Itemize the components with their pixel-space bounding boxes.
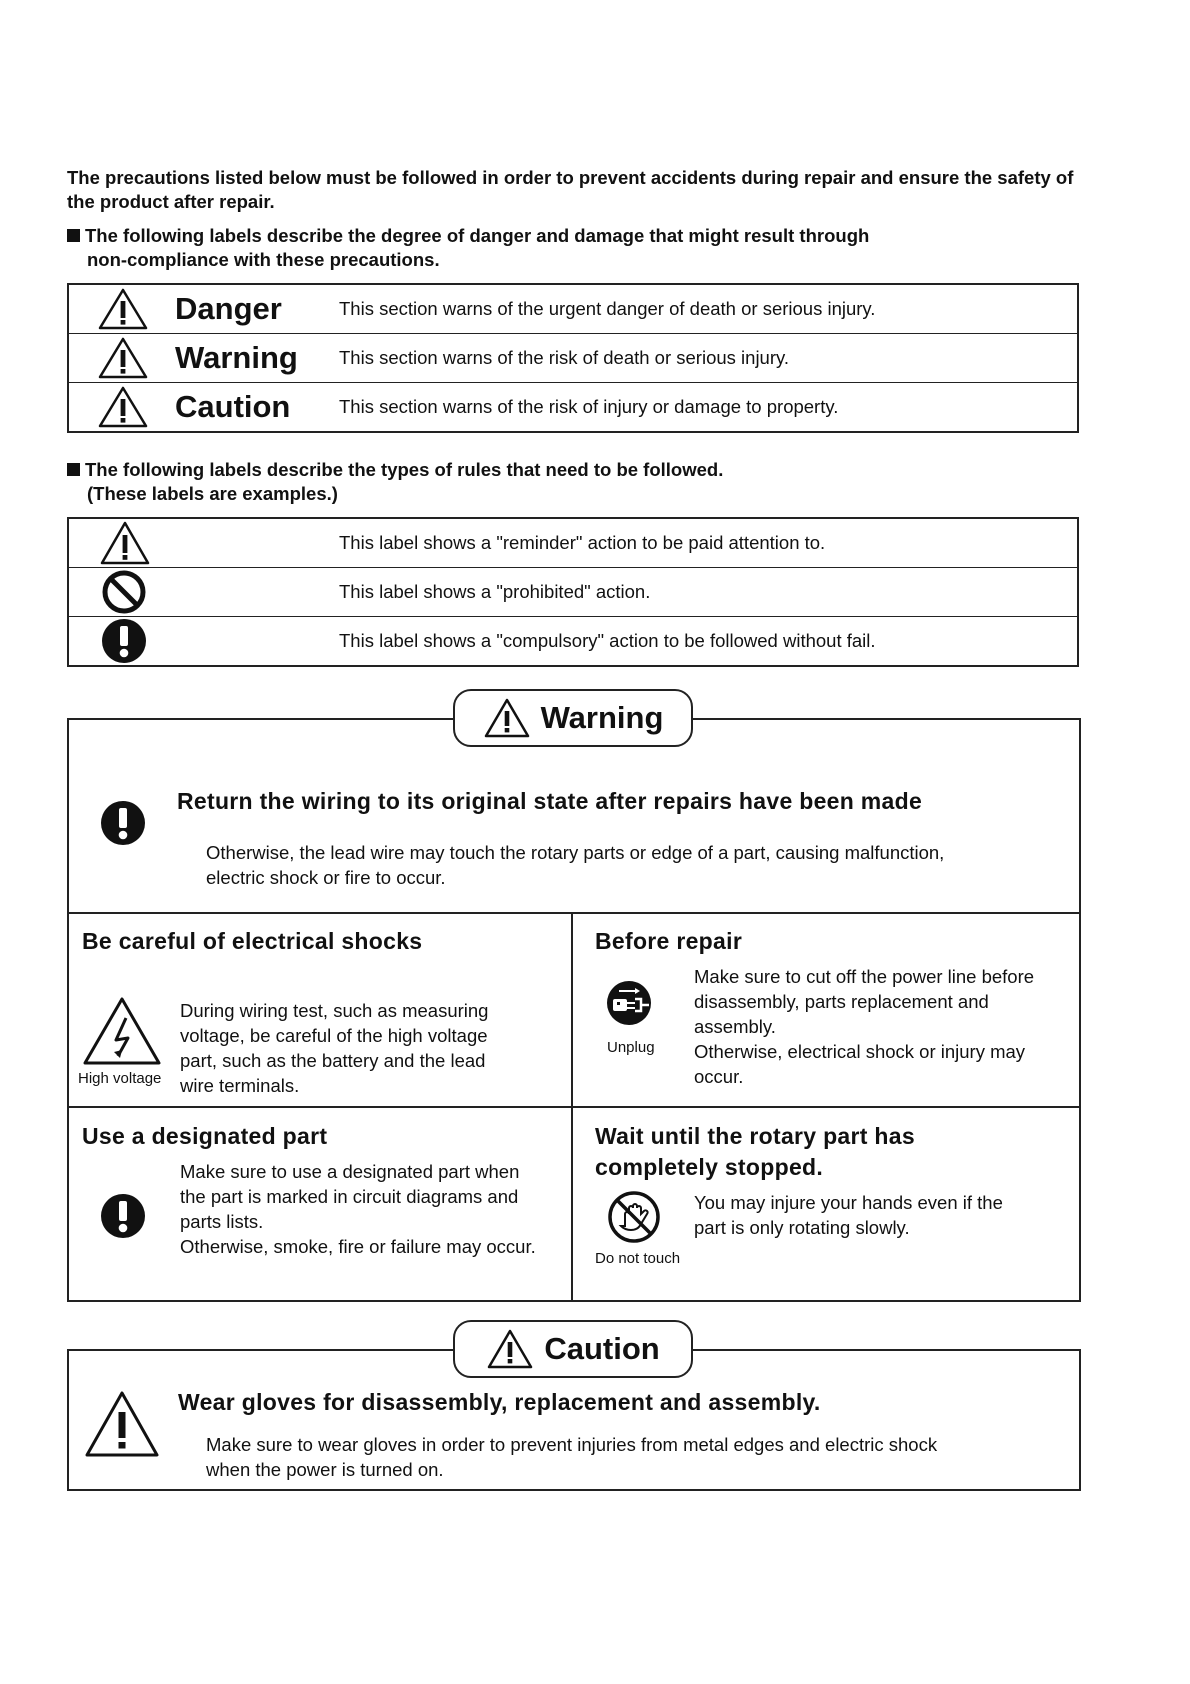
designated-part-text-line: Otherwise, smoke, fire or failure may occur.	[180, 1236, 536, 1257]
warning-triangle-icon	[486, 1328, 534, 1370]
level-name: Caution	[175, 389, 291, 424]
warning-triangle-icon	[97, 385, 149, 429]
level-name: Warning	[175, 340, 298, 375]
before-repair-text-line: occur.	[694, 1066, 744, 1087]
degree-heading	[67, 224, 1087, 272]
rules-row-prohibited	[68, 568, 1078, 617]
caution-triangle-icon	[84, 1390, 160, 1458]
unplug-icon	[605, 979, 653, 1027]
rules-table	[67, 517, 1079, 667]
level-description: This section warns of the risk of injury or damage to property.	[339, 396, 839, 417]
warning-triangle-icon	[97, 287, 149, 331]
before-repair-text-line: disassembly, parts replacement and	[694, 991, 989, 1012]
do-not-touch-caption: Do not touch	[595, 1250, 681, 1267]
warning-main-text-line1: Otherwise, the lead wire may touch the rotary parts or edge of a part, causing malfunction,	[206, 842, 945, 863]
electrical-text-line: voltage, be careful of the high voltage	[180, 1025, 488, 1046]
warning-triangle-icon	[97, 336, 149, 380]
degree-heading-line2: non-compliance with these precautions.	[87, 249, 440, 270]
before-repair-heading: Before repair	[595, 928, 743, 954]
caution-title-badge	[453, 1320, 693, 1378]
prohibited-circle-icon	[101, 569, 147, 615]
rules-heading-line2: (These labels are examples.)	[87, 483, 338, 504]
bullet-square-icon	[67, 463, 80, 476]
warning-divider-h2	[67, 1106, 1081, 1108]
before-repair-text-line: assembly.	[694, 1016, 776, 1037]
rotary-text-line: part is only rotating slowly.	[694, 1217, 910, 1238]
warning-divider-h1	[67, 912, 1081, 914]
rules-heading-line1: The following labels describe the types of rules that need to be followed.	[85, 459, 724, 480]
before-repair-text-line: Make sure to cut off the power line before	[694, 966, 1035, 987]
caution-text-line2: when the power is turned on.	[206, 1459, 444, 1480]
caution-title: Caution	[544, 1331, 660, 1366]
warning-main-heading: Return the wiring to its original state after repairs have been made	[177, 788, 923, 814]
intro-text: The precautions listed below must be followed in order to prevent accidents during repair and ensure the safety of the product after repair.	[67, 167, 1074, 212]
caution-text-line1: Make sure to wear gloves in order to prevent injuries from metal edges and electric shock	[206, 1434, 938, 1455]
before-repair-text-line: Otherwise, electrical shock or injury may	[694, 1041, 1026, 1062]
do-not-touch-icon	[607, 1190, 661, 1244]
compulsory-exclamation-icon	[101, 618, 147, 664]
high-voltage-caption: High voltage	[78, 1070, 162, 1087]
electrical-text-line: During wiring test, such as measuring	[180, 1000, 489, 1021]
rotary-heading-line1: Wait until the rotary part has	[595, 1123, 915, 1149]
designated-part-text-line: parts lists.	[180, 1211, 264, 1232]
degree-row-danger	[68, 284, 1078, 334]
warning-title: Warning	[540, 700, 664, 735]
level-name: Danger	[175, 291, 282, 326]
high-voltage-icon	[82, 996, 162, 1066]
rotary-heading-line2: completely stopped.	[595, 1154, 824, 1180]
degree-row-warning	[68, 334, 1078, 383]
rule-description: This label shows a "reminder" action to be paid attention to.	[339, 532, 826, 553]
rotary-text-line: You may injure your hands even if the	[694, 1192, 1003, 1213]
bullet-square-icon	[67, 229, 80, 242]
designated-part-text-line: Make sure to use a designated part when	[180, 1161, 520, 1182]
rules-row-reminder	[68, 518, 1078, 568]
electrical-text-line: wire terminals.	[180, 1075, 300, 1096]
level-description: This section warns of the risk of death or serious injury.	[339, 347, 790, 368]
caution-heading: Wear gloves for disassembly, replacement and assembly.	[178, 1389, 821, 1415]
compulsory-exclamation-icon	[100, 800, 146, 846]
designated-part-text-line: the part is marked in circuit diagrams and	[180, 1186, 519, 1207]
degree-row-caution	[68, 383, 1078, 433]
warning-title-badge	[453, 689, 693, 747]
compulsory-exclamation-icon	[100, 1193, 146, 1239]
degree-table	[67, 283, 1079, 433]
rules-row-compulsory	[68, 617, 1078, 667]
electrical-text-line: part, such as the battery and the lead	[180, 1050, 486, 1071]
level-description: This section warns of the urgent danger of death or serious injury.	[339, 298, 876, 319]
reminder-triangle-icon	[99, 520, 151, 566]
warning-main-text-line2: electric shock or fire to occur.	[206, 867, 446, 888]
designated-part-heading: Use a designated part	[82, 1123, 328, 1149]
rule-description: This label shows a "prohibited" action.	[339, 581, 651, 602]
warning-triangle-icon	[483, 697, 531, 739]
rules-heading	[67, 458, 1087, 506]
degree-heading-line1: The following labels describe the degree of danger and damage that might result through	[85, 225, 870, 246]
rule-description: This label shows a "compulsory" action to be followed without fail.	[339, 630, 876, 651]
unplug-caption: Unplug	[607, 1039, 655, 1056]
warning-divider-v	[571, 912, 573, 1300]
electrical-heading: Be careful of electrical shocks	[82, 928, 423, 954]
